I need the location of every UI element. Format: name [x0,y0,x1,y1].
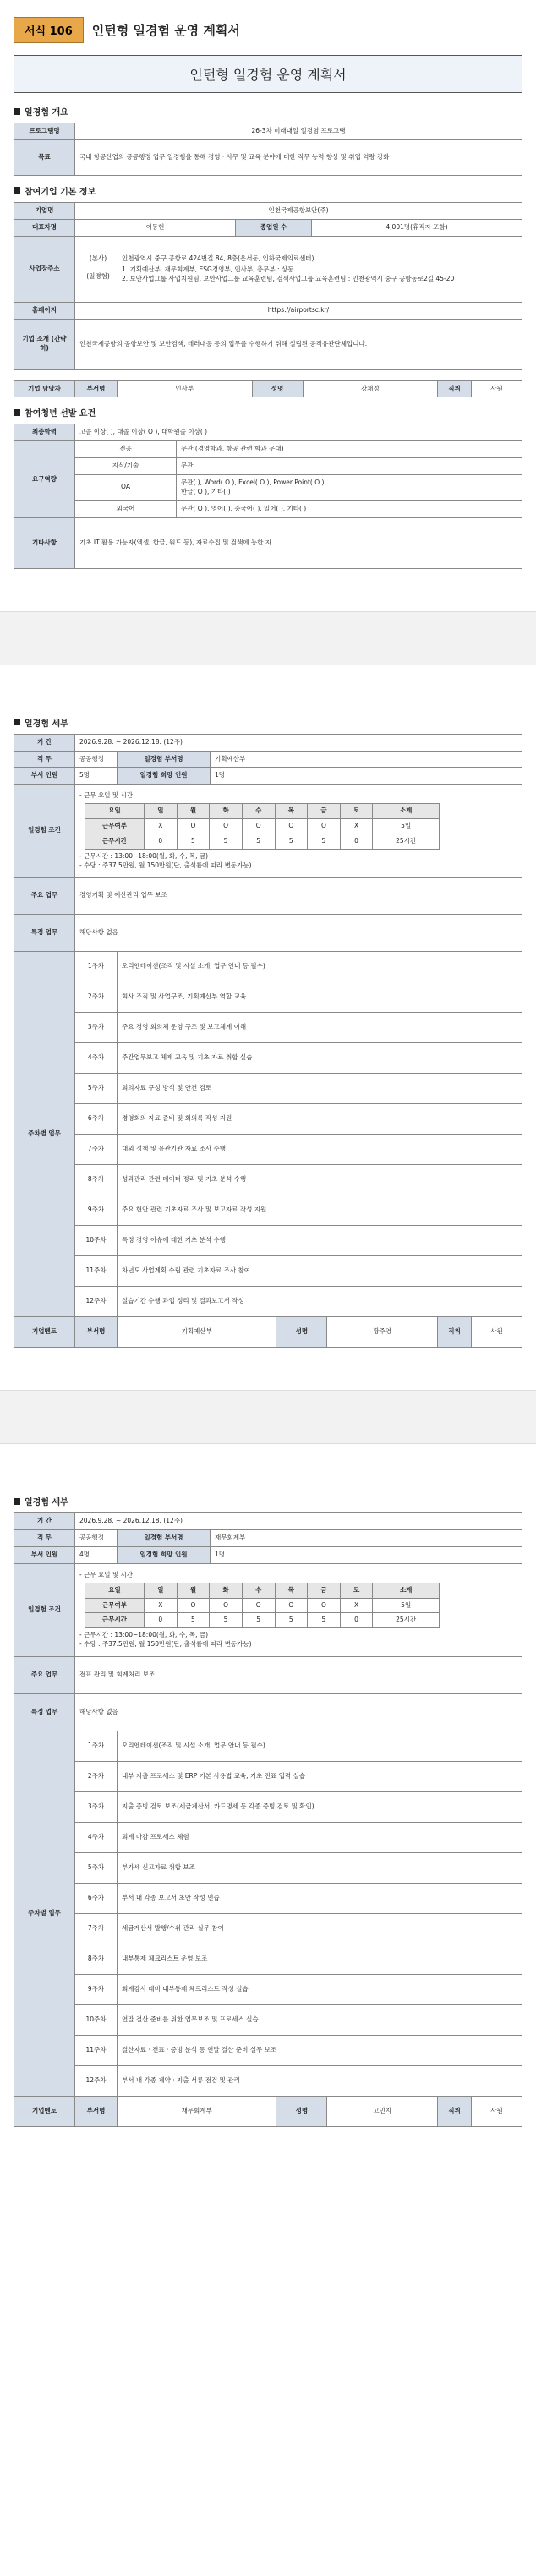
week-task: 주요 경영 회의체 운영 구조 및 보고체계 이해 [118,1013,522,1043]
section-requirements: 참여청년 선발 요건 [14,406,522,418]
work-condition: - 근무 요일 및 시간 요일 일 월 화 수 목 금 토 소계 근무여부 X O O O O O X 5일 근무시간 0 5 5 5 5 5 0 25시간 - 근무시간 : 13:00~18:00(월, 화, 수, 목, 금) - 수당 : 주37.5만원, 월 150만원(단, 출석률에 따라 변동가능) [75,1563,522,1656]
manager-table: 기업 담당자 부서명 인사부 성명 강채정 직위 사원 [14,380,522,398]
goal-text: 국내 항공산업의 공공행정 업무 일경험을 통해 경영 · 사무 및 교육 분야에 대한 직무 능력 향상 및 취업 역량 강화 [75,139,522,175]
week-number: 12주차 [75,1287,118,1317]
form-header [14,17,522,43]
week-task: 결산자료 · 전표 · 증빙 분석 등 연말 결산 준비 실무 보조 [118,2035,522,2065]
bullet-square-icon [14,409,20,416]
week-number: 6주차 [75,1883,118,1913]
week-task: 주요 현안 관련 기초자료 조사 및 보고자료 작성 지원 [118,1195,522,1226]
mentor-table: 기업멘토 부서명 기획예산부 성명 황주영 직위 사원 [14,1316,522,1348]
week-task: 지출 증빙 검토 보조(세금계산서, 카드명세 등 각종 증빙 검토 및 확인) [118,1791,522,1822]
work-schedule-table: 요일 일 월 화 수 목 금 토 소계 근무여부 X O O O O O X 5일 근무시간 0 5 5 5 5 5 0 25시간 [85,1583,440,1629]
week-task: 내부통제 체크리스트 운영 보조 [118,1944,522,1974]
bullet-square-icon [14,187,20,194]
section-detail: 일경험 세부 [14,1495,522,1507]
week-task: 회계감사 대비 내부통제 체크리스트 작성 실습 [118,1974,522,2004]
week-number: 8주차 [75,1944,118,1974]
week-number: 7주차 [75,1913,118,1944]
week-number: 10주차 [75,2004,118,2035]
detail-table: 기 간 2026.9.28. ~ 2026.12.18. (12주) 직 무 공공행정 일경험 부서명 기획예산부 부서 인원 5명 일경험 희망 인원 1명 일경험 조건 - 근무 요일 및 시간 요일 일 월 화 수 목 금 토 소계 근무여부 X O O O O O X 5일 근무시간 0 5 5 5 5 5 0 25시간 - 근무시간 : 13:00~18:00(월, 화, 수, 목, 금) - 수당 : 주37.5만원, 월 150만원(단, 출석률에 따라 변동가능) 주요 업무 경영기획 및 예산관리 업무 보조 특정 업무 해당사항 없음 주차별 업무 1주차 오리엔테이션(조직 및 시설 소개, 업무 안내 등 필수) 2주차 회사 조직 및 사업구조, 기획예산부 역할 교육 3주차 주요 경영 회의체 운영 구조 및 보고체계 이해 4주차 주간업무보고 체계 교육 및 기초 자료 취합 실습 5주차 회의자료 구성 방식 및 안건 검토 6주차 경영회의 자료 준비 및 회의록 작성 지원 7주차 대외 정책 및 유관기관 자료 조사 수행 8주차 성과관리 관련 데이터 정리 및 기초 분석 수행 9주차 주요 현안 관련 기초자료 조사 및 보고자료 작성 지원 10주차 특정 경영 이슈에 대한 기초 분석 수행 11주차 차년도 사업계획 수립 관련 기초자료 조사 참여 12주차 실습기간 수행 과업 정리 및 결과보고서 작성 [14,734,522,1318]
week-task: 성과관리 관련 데이터 정리 및 기초 분석 수행 [118,1165,522,1195]
week-task: 부서 내 각종 계약 · 지출 서류 점검 및 관리 [118,2065,522,2096]
week-task: 특정 경영 이슈에 대한 기초 분석 수행 [118,1226,522,1256]
week-number: 1주차 [75,1731,118,1761]
company-intro: 인천국제공항의 공항보안 및 보안검색, 테러대응 등의 업무를 수행하기 위해 설립된 공직유관단체입니다. [75,319,522,369]
week-number: 3주차 [75,1013,118,1043]
section-detail: 일경험 세부 [14,716,522,729]
week-number: 11주차 [75,1256,118,1287]
week-task: 회의자료 구성 방식 및 안건 검토 [118,1074,522,1104]
mentor-table: 기업멘토 부서명 재무회계부 성명 고민지 직위 사원 [14,2096,522,2127]
week-number: 5주차 [75,1852,118,1883]
ceo-name: 이동현 [75,219,236,236]
requirements-table: 최종학력 고졸 이상( ), 대졸 이상( O ), 대학원졸 이상( ) 요구역량 전공 무관 (경영학과, 항공 관련 학과 우대) 지식/기술 무관 OA 무관( ), Word( O ), Excel( O ), Power Point( O ), 한글( O ), 기타( ) 외국어 무관( O ), 영어( ), 중국어( ), 일어( ), 기타( ) 기타사항 기초 IT 활용 가능자(엑셀, 한글, 워드 등), 자료수집 및 검색에 능한 자 [14,424,522,568]
address-cell: (본사) 인천광역시 중구 공항로 424번길 84, 8층(운서동, 인하국제의료센터) (일경험) 1. 기획예산부, 재무회계부, ESG경영부, 인사부, 총무부 : 상동 2. 보안사업그룹 사업지원팀, 보안사업그룹 교육훈련팀, 검색사업그룹 교육훈련팀 : 인천광역시 중구 공항동로2길 45-20 [75,236,522,302]
week-task: 오리엔테이션(조직 및 시설 소개, 업무 안내 등 필수) [118,1731,522,1761]
company-table: 기업명 인천국제공항보안(주) 대표자명 이동현 종업원 수 4,001명(휴직자 포함) 사업장주소 (본사) 인천광역시 중구 공항로 424번길 84, 8층(운서동, 인하국제의료센터) (일경험) 1. 기획예산부, 재무회계부, ESG경영부, 인사부, 총무부 : 상동 2. 보안사업그룹 사업지원팀, 보안사업그룹 교육훈련팀, 검색사업그룹 교육훈련팀 : 인천광역시 중구 공항동로2길 45-20 홈페이지 https://airportsc.kr/ 기업 소개 (간략히) 인천국제공항의 공항보안 및 보안검색, 테러대응 등의 업무를 수행하기 위해 설립된 공직유관단체입니다. [14,202,522,370]
bullet-square-icon [14,108,20,115]
bullet-square-icon [14,719,20,725]
week-number: 7주차 [75,1135,118,1165]
main-title: 인턴형 일경험 운영 계획서 [14,55,522,93]
work-schedule-table: 요일 일 월 화 수 목 금 토 소계 근무여부 X O O O O O X 5일 근무시간 0 5 5 5 5 5 0 25시간 [85,803,440,850]
company-name: 인천국제공항보안(주) [75,202,522,219]
week-task: 주간업무보고 체계 교육 및 기초 자료 취합 실습 [118,1043,522,1074]
week-number: 2주차 [75,982,118,1013]
details-container [14,665,522,2127]
week-task: 실습기간 수행 과업 정리 및 결과보고서 작성 [118,1287,522,1317]
week-number: 6주차 [75,1104,118,1135]
work-condition: - 근무 요일 및 시간 요일 일 월 화 수 목 금 토 소계 근무여부 X O O O O O X 5일 근무시간 0 5 5 5 5 5 0 25시간 - 근무시간 : 13:00~18:00(월, 화, 수, 목, 금) - 수당 : 주37.5만원, 월 150만원(단, 출석률에 따라 변동가능) [75,785,522,878]
week-task: 내부 지출 프로세스 및 ERP 기본 사용법 교육, 기초 전표 입력 실습 [118,1761,522,1791]
page-break [0,611,536,665]
week-task: 부서 내 각종 보고서 초안 작성 연습 [118,1883,522,1913]
week-task: 오리엔테이션(조직 및 시설 소개, 업무 안내 등 필수) [118,952,522,982]
week-number: 5주차 [75,1074,118,1104]
form-title: 인턴형 일경험 운영 계획서 [91,23,240,38]
week-number: 1주차 [75,952,118,982]
form-badge: 서식 106 [14,17,84,43]
week-number: 11주차 [75,2035,118,2065]
week-number: 2주차 [75,1761,118,1791]
section-company: 참여기업 기본 정보 [14,184,522,197]
detail-table: 기 간 2026.9.28. ~ 2026.12.18. (12주) 직 무 공공행정 일경험 부서명 재무회계부 부서 인원 4명 일경험 희망 인원 1명 일경험 조건 - 근무 요일 및 시간 요일 일 월 화 수 목 금 토 소계 근무여부 X O O O O O X 5일 근무시간 0 5 5 5 5 5 0 25시간 - 근무시간 : 13:00~18:00(월, 화, 수, 목, 금) - 수당 : 주37.5만원, 월 150만원(단, 출석률에 따라 변동가능) 주요 업무 전표 관리 및 회계처리 보조 특정 업무 해당사항 없음 주차별 업무 1주차 오리엔테이션(조직 및 시설 소개, 업무 안내 등 필수) 2주차 내부 지출 프로세스 및 ERP 기본 사용법 교육, 기초 전표 입력 실습 3주차 지출 증빙 검토 보조(세금계산서, 카드명세 등 각종 증빙 검토 및 확인) 4주차 회계 마감 프로세스 체험 5주차 부가세 신고자료 취합 보조 6주차 부서 내 각종 보고서 초안 작성 연습 7주차 세금계산서 발행/수취 관리 실무 참여 8주차 내부통제 체크리스트 운영 보조 9주차 회계감사 대비 내부통제 체크리스트 작성 실습 10주차 연말 결산 준비를 위한 업무보조 및 프로세스 실습 11주차 결산자료 · 전표 · 증빙 분석 등 연말 결산 준비 실무 보조 12주차 부서 내 각종 계약 · 지출 서류 점검 및 관리 [14,1512,522,2097]
homepage-link[interactable]: https://airportsc.kr/ [75,302,522,319]
week-task: 차년도 사업계획 수립 관련 기초자료 조사 참여 [118,1256,522,1287]
week-number: 8주차 [75,1165,118,1195]
week-number: 3주차 [75,1791,118,1822]
week-task: 회계 마감 프로세스 체험 [118,1822,522,1852]
week-task: 연말 결산 준비를 위한 업무보조 및 프로세스 실습 [118,2004,522,2035]
week-number: 4주차 [75,1043,118,1074]
week-number: 10주차 [75,1226,118,1256]
week-task: 부가세 신고자료 취합 보조 [118,1852,522,1883]
week-number: 4주차 [75,1822,118,1852]
bullet-square-icon [14,1498,20,1505]
employee-count: 4,001명(휴직자 포함) [312,219,522,236]
overview-table: 프로그램명 26-3차 미래내일 일경험 프로그램 목표 국내 항공산업의 공공행정 업무 일경험을 통해 경영 · 사무 및 교육 분야에 대한 직무 능력 향상 및 취업 역량 강화 [14,123,522,176]
week-number: 9주차 [75,1195,118,1226]
week-number: 12주차 [75,2065,118,2096]
week-task: 대외 정책 및 유관기관 자료 조사 수행 [118,1135,522,1165]
week-task: 회사 조직 및 사업구조, 기획예산부 역할 교육 [118,982,522,1013]
week-number: 9주차 [75,1974,118,2004]
page-break [0,1390,536,1444]
program-name: 26-3차 미래내일 일경험 프로그램 [75,123,522,140]
week-task: 경영회의 자료 준비 및 회의록 작성 지원 [118,1104,522,1135]
week-task: 세금계산서 발행/수취 관리 실무 참여 [118,1913,522,1944]
section-overview: 일경험 개요 [14,105,522,118]
